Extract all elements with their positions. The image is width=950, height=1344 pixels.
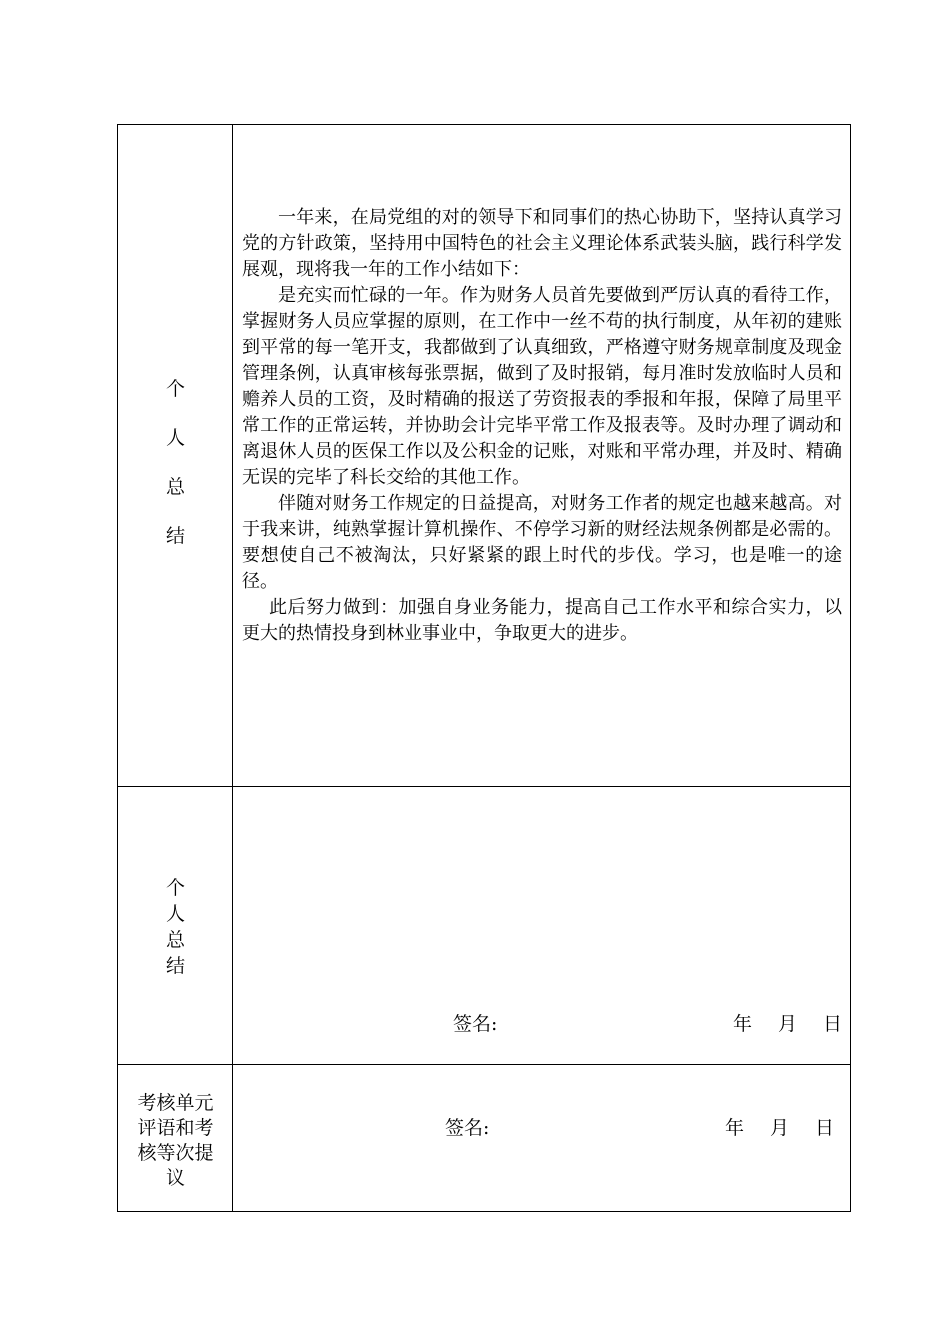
label-char: 结 [165,525,185,547]
signature-label: 签名: [445,1117,490,1139]
date-day: 日 [815,1117,835,1139]
personal-signature-content-cell [233,787,850,1065]
assessment-label [118,1091,233,1191]
personal-summary-text [242,205,842,647]
label-char: 结 [165,955,185,977]
date-field [733,1009,842,1036]
summary-paragraph: 此后努力做到：加强自身业务能力，提高自己工作水平和综合实力，以更大的热情投身到林业事业中，争取更大的进步。 [242,597,842,644]
assessment-signature-block [445,1113,845,1139]
date-year: 年 [725,1117,745,1139]
personal-summary-row [118,125,850,786]
date-day: 日 [823,1013,843,1035]
date-month: 月 [778,1013,798,1035]
summary-paragraph: 一年来，在局党组的对的领导下和同事们的热心协助下，坚持认真学习党的方针政策，坚持用中国特色的社会主义理论体系武装头脑，践行科学发展观，现将我一年的工作小结如下： [242,207,842,280]
assessment-content-cell [233,1065,850,1212]
personal-summary-label [118,365,233,561]
label-char: 个 [165,877,185,899]
label-char: 总 [165,476,185,498]
signature-block [453,1009,853,1035]
assessment-label-cell [118,1065,233,1212]
assessment-row [118,1064,850,1212]
label-char: 个 [165,378,185,400]
personal-summary-content-cell [233,125,850,786]
personal-signature-label-cell [118,787,233,1065]
label-line: 议 [165,1167,185,1189]
date-year: 年 [733,1013,753,1035]
label-line: 考核单元 [137,1092,214,1114]
summary-paragraph: 伴随对财务工作规定的日益提高，对财务工作者的规定也越来越高。对于我来讲，纯熟掌握计算机操作、不停学习新的财经法规条例都是必需的。要想使自己不被淘汰，只好紧紧的跟上时代的步伐。学习，也是唯一的途径。 [242,493,842,592]
label-line: 评语和考 [137,1117,214,1139]
summary-paragraph: 是充实而忙碌的一年。作为财务人员首先要做到严厉认真的看待工作，掌握财务人员应掌握的原则，在工作中一丝不苟的执行制度，从年初的建账到平常的每一笔开支，我都做到了认真细致，严格遵守财务规章制度及现金管理条例，认真审核每张票据，做到了及时报销，每月准时发放临时人员和赡养人员的工资，及时精确的报送了劳资报表的季报和年报，保障了局里平常工作的正常运转，并协助会计完毕平常工作及报表等。及时办理了调动和离退休人员的医保工作以及公积金的记账，对账和平常办理，并及时、精确无误的完毕了科长交给的其他工作。 [242,285,842,488]
signature-label: 签名: [453,1013,498,1035]
personal-signature-row [118,786,850,1065]
label-char: 总 [165,929,185,951]
label-char: 人 [165,427,185,449]
personal-signature-label [118,875,233,979]
label-line: 核等次提 [137,1142,214,1164]
appraisal-form-table [117,124,851,1212]
date-month: 月 [770,1117,790,1139]
label-char: 人 [165,903,185,925]
date-field [725,1113,834,1140]
personal-summary-label-cell [118,125,233,786]
